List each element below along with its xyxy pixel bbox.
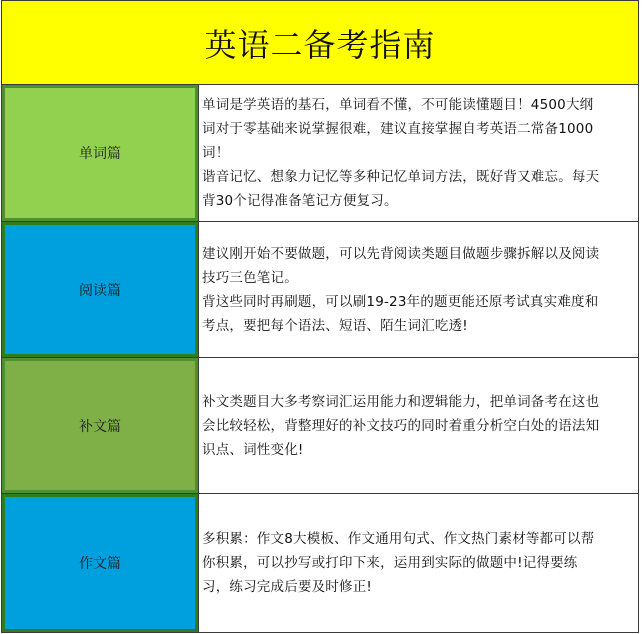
text-line: 补文类题目大多考察词汇运用能力和逻辑能力，把单词备考在这也 (202, 393, 600, 410)
section-row-writing (2, 494, 638, 632)
section-content-reading (198, 222, 638, 357)
title-row (2, 1, 638, 85)
text-line: 识点、词性变化! (202, 441, 304, 458)
section-label-text: 补文篇 (79, 418, 121, 435)
study-guide-table (1, 0, 639, 633)
text-line: 多积累：作文8大模板、作文通用句式、作文热门素材等都可以帮 (202, 531, 595, 547)
text-line: 词对于零基础来说掌握很难，建议直接掌握自考英语二常备1000 (202, 121, 594, 137)
text-line: 考点，要把每个语法、短语、陌生词汇吃透! (202, 317, 468, 334)
text-line: 会比较轻松，背整理好的补文技巧的同时着重分析空白处的语法知 (202, 417, 600, 434)
text-line: 单词是学英语的基石，单词看不懂，不可能读懂题目！4500大纲 (202, 97, 594, 113)
section-label-text: 单词篇 (79, 146, 121, 162)
text-line: 谐音记忆、想象力记忆等多种记忆单词方法，既好背又难忘。每天 (202, 169, 600, 185)
section-content-cloze (198, 358, 638, 493)
text-line: 词！ (202, 145, 230, 161)
section-text (202, 242, 599, 338)
text-line: 你积累，可以抄写或打印下来，运用到实际的做题中!记得要练 (202, 555, 578, 571)
text-line: 技巧三色笔记。 (202, 269, 298, 286)
section-label-writing (2, 494, 198, 632)
section-content-vocabulary (198, 85, 638, 221)
section-label-vocabulary (2, 85, 198, 221)
section-content-writing (198, 494, 638, 632)
text-line: 习，练习完成后要及时修正! (202, 579, 373, 595)
section-label-text: 阅读篇 (79, 282, 121, 299)
text-line: 背30个记得准备笔记方便复习。 (202, 193, 398, 209)
section-label-cloze (2, 358, 198, 493)
section-label-reading (2, 222, 198, 357)
section-row-cloze (2, 358, 638, 494)
section-text (202, 390, 599, 462)
section-row-reading (2, 222, 638, 358)
section-text (202, 93, 599, 213)
page-title: 英语二备考指南 (204, 25, 436, 64)
section-row-vocabulary (2, 85, 638, 222)
text-line: 建议刚开始不要做题，可以先背阅读类题目做题步骤拆解以及阅读 (202, 245, 600, 262)
text-line: 背这些同时再刷题，可以刷19-23年的题更能还原考试真实难度和 (202, 293, 599, 310)
section-label-text: 作文篇 (79, 556, 121, 572)
section-text (202, 527, 594, 599)
